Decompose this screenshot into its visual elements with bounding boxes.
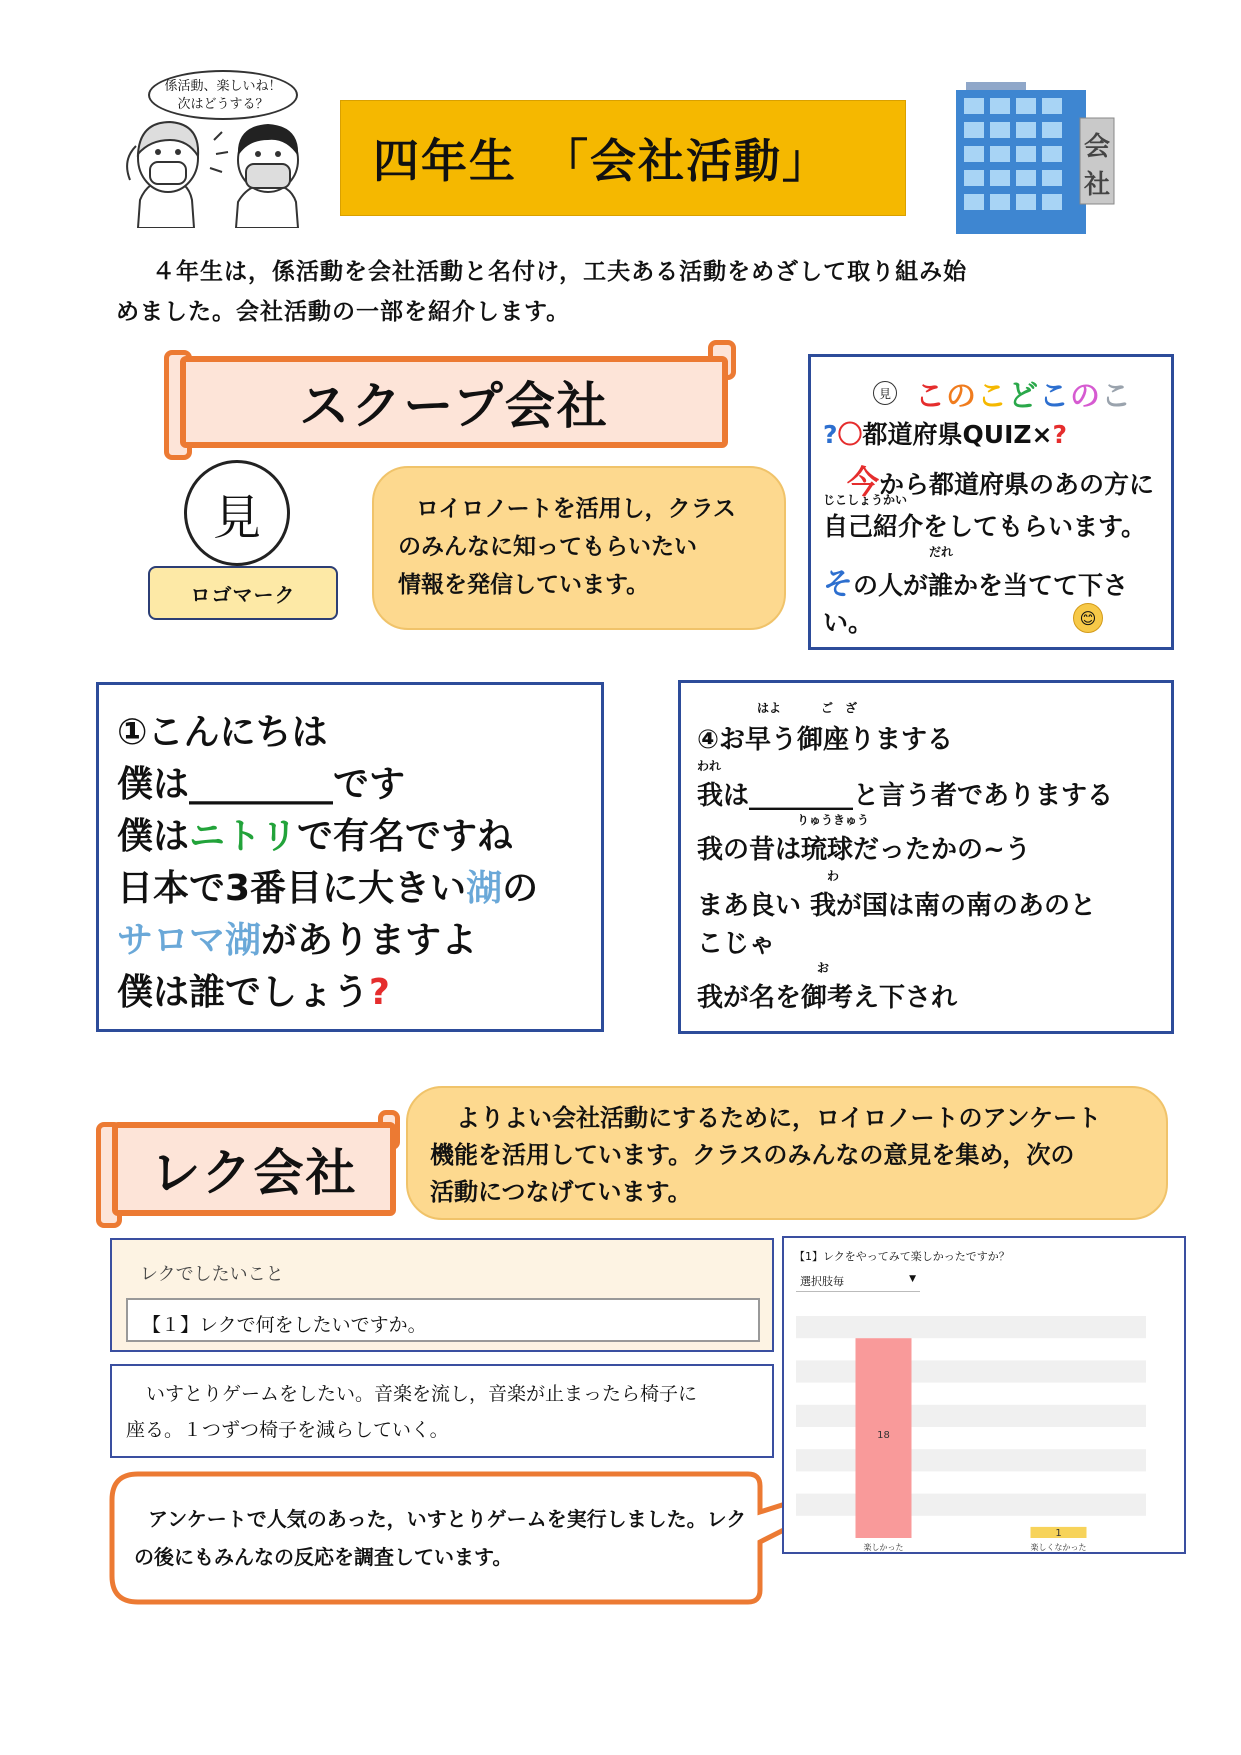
quiz-card-line-1 [823, 415, 1067, 451]
logo-label: ロゴマーク [148, 566, 338, 620]
quiz-card-line-5: い。 [823, 608, 874, 637]
chart-title: 【1】レクをやってみて楽しかったですか？ [794, 1250, 1010, 1263]
quiz1-line-5 [117, 915, 583, 967]
survey-result-chart [782, 1236, 1186, 1554]
answer-line-1: いすとりゲームをしたい。音楽を流し，音楽が止まったら椅子に [146, 1383, 698, 1405]
category-label: 楽しかった [863, 1543, 904, 1552]
circle-icon: 〇 [837, 420, 863, 449]
quiz1-line-6-text: 僕は誰でしょう [117, 972, 370, 1013]
callout-line-2: の後にもみんなの反応を調査しています。 [134, 1545, 513, 1569]
question-icon-red: ? [1052, 420, 1067, 449]
building-sign-2: 社 [1083, 170, 1110, 200]
question-mark-icon: ? [369, 972, 390, 1013]
quiz-title-char: こ [977, 379, 1008, 414]
building-sign-1: 会 [1083, 132, 1110, 162]
quiz-4-card [678, 680, 1174, 1034]
category-label: 楽しくなかった [1030, 1543, 1087, 1552]
callout-line-1: アンケートで人気のあった，いすとりゲームを実行しました。レク [148, 1507, 747, 1531]
rec-description [406, 1086, 1168, 1220]
ruby-o: お [817, 961, 830, 975]
rec-desc-line-3: 活動につなげています。 [430, 1178, 692, 1206]
rec-desc-line-1: よりよい会社活動にするために，ロイロノートのアンケート [456, 1104, 1102, 1132]
quiz1-highlight-saroma: サロマ湖 [117, 920, 262, 961]
grid-band [796, 1316, 1146, 1338]
quiz-big-char: 今 [847, 463, 880, 501]
ruby-jikoshoukai: じこしょうかい [823, 493, 908, 507]
survey-form [110, 1238, 774, 1352]
ruby-wa: わ [827, 869, 840, 883]
grid-band [796, 1449, 1146, 1471]
scoop-description [372, 466, 786, 630]
quiz1-highlight-nitori: ニトリ [189, 816, 298, 857]
quiz1-line-2: 僕は________です [117, 764, 406, 805]
ruby-goza: ご ざ [821, 701, 858, 715]
quiz-title-char: の [1070, 379, 1101, 414]
dropdown-value: 選択肢毎 [800, 1275, 844, 1288]
quiz-title-char: こ [1039, 379, 1070, 414]
quiz1-line-4-post: の [502, 868, 539, 909]
speech-line-1: 係活動、楽しいね！ [164, 79, 282, 94]
rec-desc-line-2: 機能を活用しています。クラスのみんなの意見を集め，次の [430, 1141, 1075, 1169]
smile-emoji-icon: 😊 [1073, 603, 1103, 633]
intro-line-2: めました。会社活動の一部を紹介します。 [116, 299, 571, 325]
quiz4-line-6: 我が名を御考え下され [697, 983, 958, 1013]
quiz-card-title [915, 371, 1132, 415]
scoop-logo-mark: 見 [184, 460, 290, 566]
intro-line-1: ４年生は，係活動を会社活動と名付け，工夫ある活動をめざして取り組み始 [152, 259, 968, 285]
quiz1-line-3-pre: 僕は [117, 816, 190, 857]
quiz1-line-3-post: で有名ですね [297, 816, 514, 857]
survey-answer [110, 1364, 774, 1458]
ruby-ryukyu: りゅうきゅう [797, 813, 870, 827]
survey-form-title: レクでしたいこと [140, 1264, 284, 1285]
chevron-down-icon: ▼ [909, 1274, 916, 1284]
grid-band [796, 1494, 1146, 1516]
quiz1-line-3 [117, 811, 583, 863]
quiz-title-char: こ [915, 379, 946, 414]
scoop-desc-line-3: 情報を発信しています。 [398, 572, 650, 598]
quiz-title-char: の [946, 379, 977, 414]
quiz1-line-5-post: がありますよ [261, 920, 478, 961]
scoop-desc-line-2: のみんなに知ってもらいたい [398, 534, 697, 560]
answer-line-2: 座る。１つずつ椅子を減らしていく。 [126, 1419, 449, 1441]
grid-band [796, 1360, 1146, 1382]
quiz-line-2-text: から都道府県のあの方に [879, 470, 1155, 499]
grid-band [796, 1405, 1146, 1427]
quiz-card-line-4 [823, 559, 1128, 603]
bar-chart [784, 1238, 1188, 1556]
quiz-big-char-2: そ [823, 567, 853, 602]
bar-value-label: 1 [1055, 1528, 1062, 1539]
ruby-dare: だれ [929, 545, 954, 559]
quiz1-highlight-lake: 湖 [466, 868, 503, 909]
quiz1-line-4-pre: 日本で3番目に大きい [117, 868, 467, 909]
quiz-intro-card [808, 354, 1174, 650]
ruby-hayo: はよ [757, 701, 782, 715]
quiz1-line-4 [117, 863, 583, 915]
quiz4-line-2: 我は________と言う者でありまする [697, 781, 1114, 811]
quiz-title-char: こ [1101, 379, 1132, 414]
bar-value-label: 18 [877, 1430, 890, 1442]
quiz-1-card [96, 682, 604, 1032]
quiz4-line-4: まあ良い 我が国は南の南のあのと [697, 891, 1097, 921]
page-title: 四年生 「会社活動」 [340, 100, 906, 216]
ruby-ware: われ [697, 759, 722, 773]
intro-text [116, 252, 1146, 332]
survey-question-field: 【１】レクで何をしたいですか。 [126, 1298, 760, 1342]
quiz4-line-1: ④お早う御座りまする [697, 725, 954, 755]
callout-text [134, 1500, 747, 1576]
rec-banner: レク会社 [112, 1122, 396, 1216]
speech-line-2: 次はどうする？ [177, 97, 269, 112]
quiz1-line-6 [117, 967, 583, 1019]
quiz1-line-1: ①こんにちは [117, 712, 328, 753]
scoop-badge-icon: 見 [873, 381, 897, 405]
quiz4-line-3: 我の昔は琉球だったかの~う [697, 835, 1031, 865]
scoop-desc-line-1: ロイロノートを活用し，クラス [416, 496, 736, 522]
quiz-title-char: ど [1008, 379, 1039, 414]
company-building-icon [946, 74, 1156, 234]
quiz-line-4-text: の人が誰かを当てて下さ [853, 571, 1129, 600]
scoop-banner: スクープ会社 [180, 356, 728, 448]
students-illustration [118, 110, 328, 228]
question-icon: ? [823, 420, 838, 449]
quiz-heading: 都道府県QUIZ× [862, 420, 1053, 449]
quiz-card-line-3: 自己紹介をしてもらいます。 [823, 512, 1147, 541]
quiz4-line-5: こじゃ [697, 929, 776, 959]
